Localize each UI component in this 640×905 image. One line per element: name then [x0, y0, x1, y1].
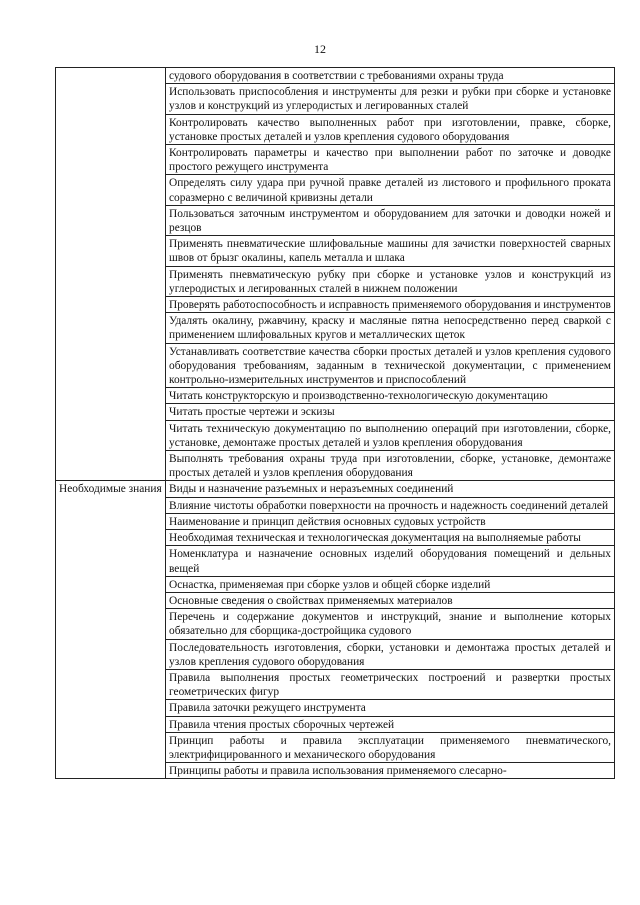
- knowledge-item: Необходимая техническая и технологическая документация на выполняемые работы: [166, 530, 615, 546]
- knowledge-item: Виды и назначение разъемных и неразъемных соединений: [166, 481, 615, 497]
- skill-item: Устанавливать соответствие качества сборки простых деталей и узлов крепления судового оборудования требованиям, заданным в технической документации, с применением контрольно-измерительных инструментов и приспособлений: [166, 343, 615, 388]
- skill-item: Применять пневматические шлифовальные машины для зачистки поверхностей сварных швов от брызг окалины, капель металла и шлака: [166, 236, 615, 266]
- page-number: 12: [314, 42, 326, 56]
- knowledge-label: Необходимые знания: [56, 481, 166, 779]
- skills-label-cell: [56, 68, 166, 481]
- knowledge-item: Принцип работы и правила эксплуатации применяемого пневматического, электрифицированного и механического оборудования: [166, 732, 615, 762]
- skill-item: Читать техническую документацию по выполнению операций при изготовлении, сборке, установке, демонтаже простых деталей и узлов крепления оборудования: [166, 420, 615, 450]
- skill-item: Определять силу удара при ручной правке деталей из листового и профильного проката соразмерно с величиной кривизны детали: [166, 175, 615, 205]
- skill-item: Контролировать качество выполненных работ при изготовлении, правке, сборке, установке простых деталей и узлов крепления судового оборудования: [166, 114, 615, 144]
- skill-item: Проверять работоспособность и исправность применяемого оборудования и инструментов: [166, 297, 615, 313]
- skill-item: Читать простые чертежи и эскизы: [166, 404, 615, 420]
- knowledge-item: Правила выполнения простых геометрических построений и развертки простых геометрических фигур: [166, 669, 615, 699]
- knowledge-item: Правила чтения простых сборочных чертежей: [166, 716, 615, 732]
- skill-item: Читать конструкторскую и производственно-технологическую документацию: [166, 388, 615, 404]
- knowledge-item: Оснастка, применяемая при сборке узлов и общей сборке изделий: [166, 576, 615, 592]
- skill-item: Контролировать параметры и качество при выполнении работ по заточке и доводке простого режущего инструмента: [166, 145, 615, 175]
- skill-item: Применять пневматическую рубку при сборке и установке узлов и конструкций из углеродистых и легированных сталей в нижнем положении: [166, 266, 615, 296]
- skill-item: судового оборудования в соответствии с требованиями охраны труда: [166, 68, 615, 84]
- table-row: [56, 481, 615, 497]
- knowledge-item: Наименование и принцип действия основных судовых устройств: [166, 513, 615, 529]
- knowledge-item: Влияние чистоты обработки поверхности на прочность и надежность соединений деталей: [166, 497, 615, 513]
- knowledge-item: Последовательность изготовления, сборки, установки и демонтажа простых деталей и узлов крепления судового оборудования: [166, 639, 615, 669]
- knowledge-item: Принципы работы и правила использования применяемого слесарно-: [166, 763, 615, 779]
- knowledge-item: Перечень и содержание документов и инструкций, знание и выполнение которых обязательно для сборщика-достройщика судового: [166, 609, 615, 639]
- competency-table: [55, 67, 615, 779]
- knowledge-item: Номенклатура и назначение основных изделий оборудования помещений и дельных вещей: [166, 546, 615, 576]
- skill-item: Удалять окалину, ржавчину, краску и масляные пятна непосредственно перед сваркой с применением шлифовальных кругов и металлических щеток: [166, 313, 615, 343]
- knowledge-item: Основные сведения о свойствах применяемых материалов: [166, 592, 615, 608]
- knowledge-item: Правила заточки режущего инструмента: [166, 700, 615, 716]
- table-row: [56, 68, 615, 84]
- skill-item: Использовать приспособления и инструменты для резки и рубки при сборке и установке узлов и конструкций из углеродистых и легированных сталей: [166, 84, 615, 114]
- skill-item: Выполнять требования охраны труда при изготовлении, сборке, установке, демонтаже простых деталей и узлов крепления оборудования: [166, 451, 615, 481]
- skill-item: Пользоваться заточным инструментом и оборудованием для заточки и доводки ножей и резцов: [166, 205, 615, 235]
